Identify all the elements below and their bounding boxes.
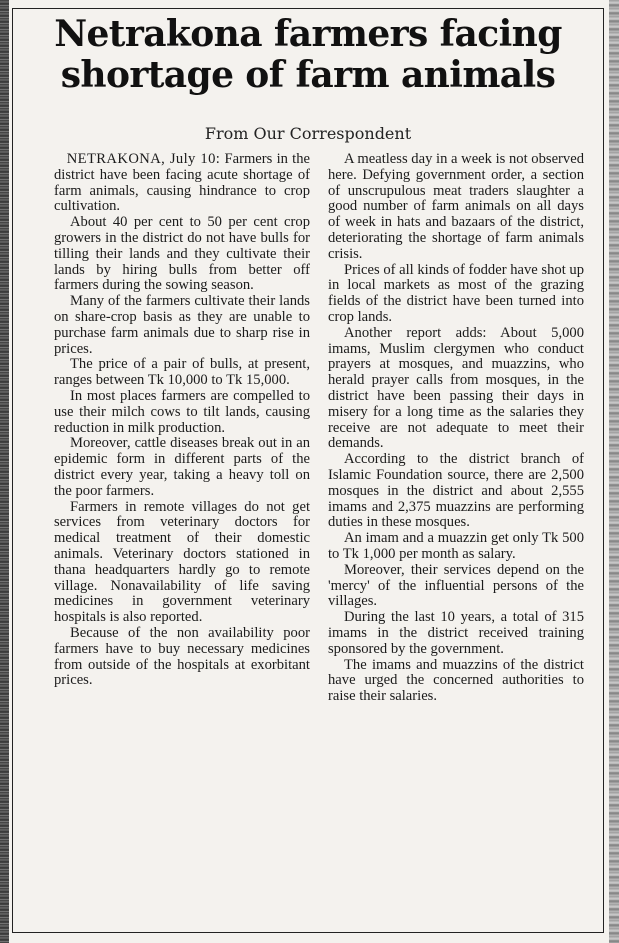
article-paragraph: During the last 10 years, a total of 315 imams in the district received training sponsored by the government. (328, 609, 584, 657)
scan-edge-right (609, 0, 619, 943)
article-paragraph: Farmers in remote villages do not get services from veterinary doctors for medical treatment of their domestic animals. Veterinary doctors stationed in thana headquarters hardly go to remote village. Nonavailability of life saving medicines in government veterinary hospitals is also reported. (54, 498, 310, 626)
paragraph-text: Farmers in the district have been facing acute shortage of farm animals, causing hindrance to crop cultivation. (54, 151, 310, 215)
article-byline: From Our Correspondent (204, 124, 412, 143)
article-paragraph: In most places farmers are compelled to use their milch cows to tilt lands, causing reduction in milk production. (54, 387, 310, 436)
article-column-left (54, 152, 310, 689)
article-paragraph: Moreover, cattle diseases break out in an epidemic form in different parts of the district every year, taking a heavy toll on the poor farmers. (54, 435, 310, 499)
article-paragraph: Moreover, their services depend on the 'mercy' of the influential persons of the villages. (328, 561, 584, 610)
article-headline (12, 14, 604, 96)
article-paragraph: The imams and muazzins of the district have urged the concerned authorities to raise their salaries. (328, 656, 584, 705)
article-paragraph: Because of the non availability poor farmers have to buy necessary medicines from outside of the hospitals at exorbitant prices. (54, 624, 310, 689)
article-paragraph: A meatless day in a week is not observed here. Defying government order, a section of unscrupulous meat traders slaughter a good number of farm animals on all days of week in hats and bazaars of the district, deteriorating the shortage of farm animals crisis. (328, 151, 584, 262)
headline-line-1: Netrakona farmers facing (54, 13, 562, 55)
article-paragraph (54, 152, 310, 215)
article-paragraph: The price of a pair of bulls, at present, ranges between Tk 10,000 to Tk 15,000. (54, 356, 310, 389)
scan-edge-left (0, 0, 9, 943)
article-column-right (328, 152, 584, 705)
article-paragraph: Many of the farmers cultivate their lands on share-crop basis as they are unable to purchase farm animals due to sharp rise in prices. (54, 293, 310, 357)
article-paragraph: According to the district branch of Islamic Foundation source, there are 2,500 mosques in the district and about 2,555 imams and 2,375 muazzins are performing duties in these mosques. (328, 451, 584, 531)
article-paragraph: An imam and a muazzin get only Tk 500 to Tk 1,000 per month as salary. (328, 530, 584, 562)
headline-line-2: shortage of farm animals (60, 54, 556, 96)
article-paragraph: Another report adds: About 5,000 imams, Muslim clergymen who conduct prayers at mosques, and muazzins, who herald prayer calls from mosques, in the district have been passing their days in misery for a long time as the salaries they receive are not adequate to meet their demands. (328, 324, 584, 452)
article-paragraph: Prices of all kinds of fodder have shot up in local markets as most of the grazing fields of the district have been turned into crop lands. (328, 261, 584, 325)
article-dateline: NETRAKONA, July 10: (66, 151, 221, 167)
article-paragraph: About 40 per cent to 50 per cent crop growers in the district do not have bulls for tilling their lands and they cultivate their lands by hiring bulls from better off farmers during the sowing season. (54, 214, 310, 294)
